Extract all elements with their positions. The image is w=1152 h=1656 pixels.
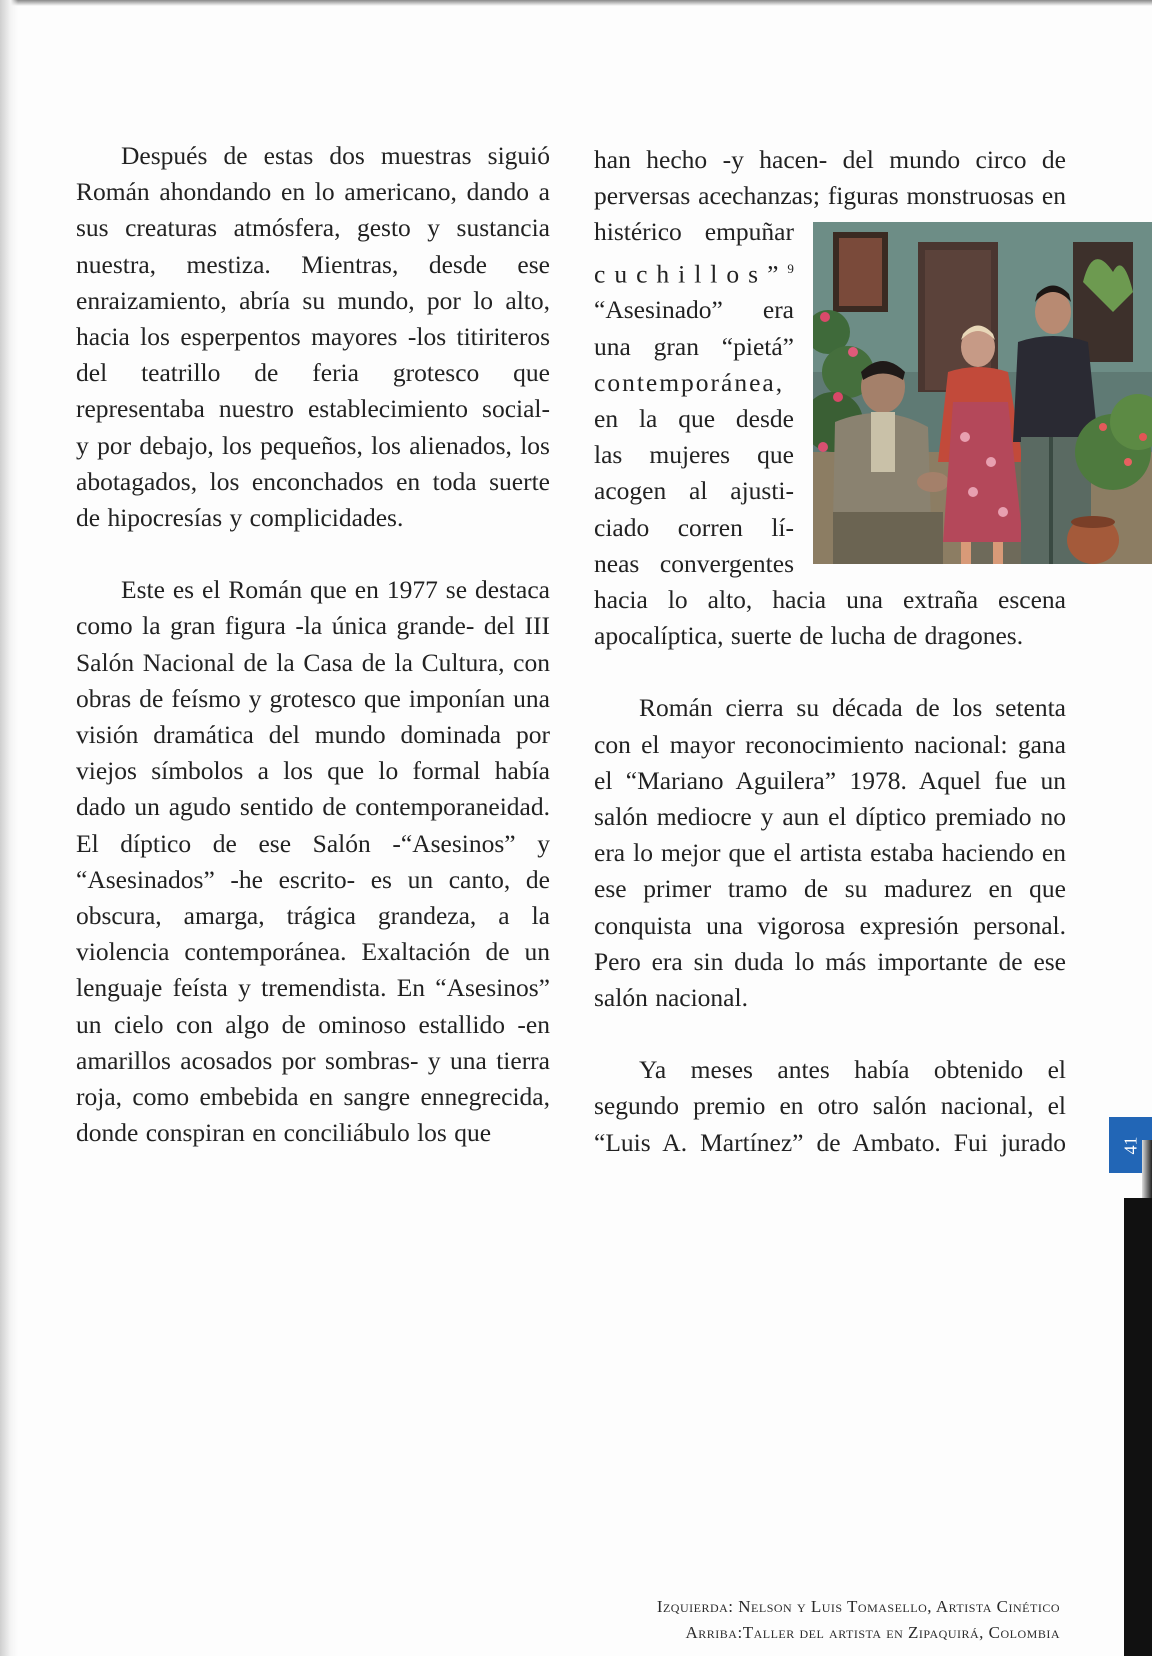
right-continuation: hacia lo alto, hacia una extraña escena apocalíptica, suerte de lucha de dragones.	[594, 584, 1066, 651]
right-paragraph-1: Román cierra su década de los setenta con el mayor reconocimiento nacional: gana el “Mariano Aguilera” 1978. Aquel fue un salón mediocre y aun el díptico premiado no era lo mejor que el artista estaba haciendo en ese primer tramo de su madurez en que conquista una vigorosa expresión personal. Pero era sin duda lo más importante de ese salón nacional.	[594, 693, 1066, 1012]
page-gutter-shadow	[0, 0, 18, 1656]
wrapped-line-4: una gran “pietá”	[594, 331, 794, 361]
wrapped-line-5: contemporánea,	[594, 367, 785, 397]
wrapped-text-block	[594, 214, 803, 582]
book-spine	[1124, 1198, 1152, 1656]
wrapped-line-8: acogen al ajusti-	[594, 476, 794, 506]
right-paragraph-2: Ya meses antes había obtenido el segundo premio en otro salón nacional, el “Luis A. Martínez” de Ambato. Fui jurado	[594, 1055, 1066, 1157]
artist-photo	[813, 222, 1152, 564]
wrapped-line-2: cuchillos”$^9$	[594, 259, 803, 289]
photo-illustration	[813, 222, 1152, 564]
wrapped-line-10: neas convergentes	[594, 548, 794, 578]
left-paragraph-1: Después de estas dos muestras siguió Román ahondando en lo americano, dando a sus creaturas atmósfera, gesto y sustancia nuestra, mestiza. Mientras, desde ese enraizamiento, abría su mundo, por lo alto, hacia los esperpentos mayores -los titiriteros del teatrillo de feria grotesco que representaba nuestro establecimiento social- y por debajo, los pequeños, los alienados, los abotagados, los enconchados en toda suerte de hipocresías y complicidades.	[76, 141, 550, 533]
footnote-marker: 9	[787, 260, 803, 276]
wrapped-line-6: en la que desde	[594, 403, 794, 433]
page-top-edge	[0, 0, 1152, 6]
caption-line-1: Izquierda: Nelson y Luis Tomasello, Artista Cinético	[656, 1597, 1060, 1616]
left-column	[76, 138, 550, 1151]
wrapped-line-3: “Asesinado” era	[594, 295, 794, 325]
right-top-line-1: han hecho -y hacen- del mundo circo de	[594, 145, 1066, 174]
wrapped-line-7: las mujeres que	[594, 440, 794, 470]
wrapped-line-9: ciado corren lí-	[594, 512, 794, 542]
page-number: 41	[1120, 1136, 1140, 1154]
right-top-line-2: perversas acechanzas; figuras monstruosas en	[594, 181, 1066, 211]
book-spine-edge	[1142, 1140, 1152, 1200]
photo-caption	[657, 1594, 1060, 1646]
caption-line-2: Arriba:Taller del artista en Zipaquirá, Colombia	[685, 1623, 1060, 1642]
wrapped-line-1: histérico empuñar	[594, 217, 794, 247]
left-paragraph-2: Este es el Román que en 1977 se destaca como la gran figura -la única grande- del III Salón Nacional de la Casa de la Cultura, con obras de feísmo y grotesco que imponían una visión dramática del mundo dominada por viejos símbolos a los que lo formal había dado un agudo sentido de contemporaneidad. El díptico de ese Salón -“Asesinos” y “Asesinados” -he escrito- es un canto, de obscura, amarga, trágica grandeza, a la violencia contemporánea. Exaltación de un lenguaje feísta y tremendista. En “Asesinos” un cielo con algo de ominoso estallido -en amarillos acosados por sombras- y una tierra roja, como embebida en sangre ennegrecida, donde conspiran en conciliábulo los que	[76, 575, 550, 1148]
